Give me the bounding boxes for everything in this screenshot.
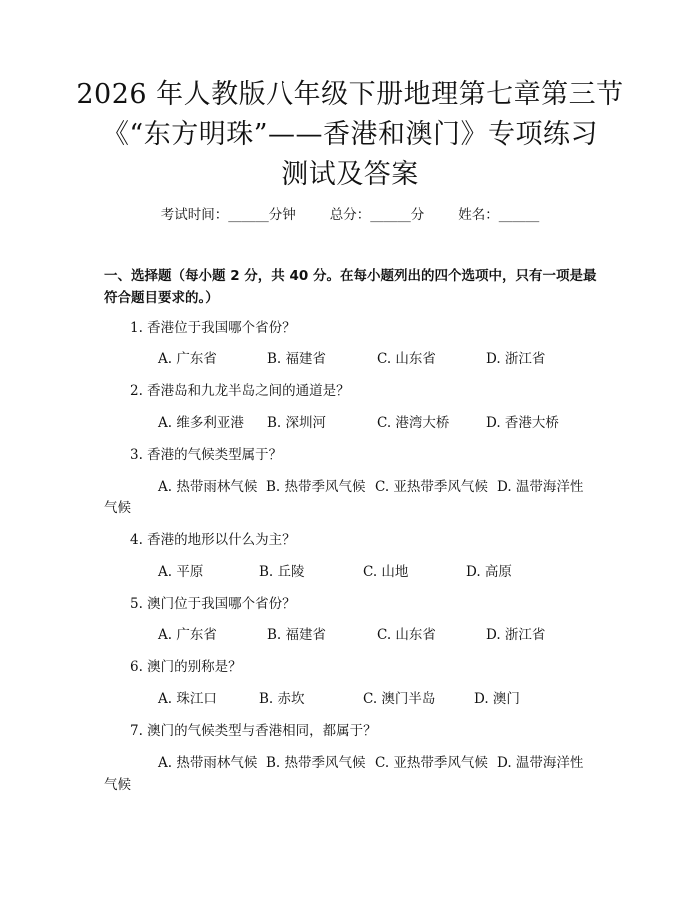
question-3-option-b: B. 热带季风气候: [266, 479, 366, 495]
question-7-option-d: D. 温带海洋性: [497, 755, 584, 771]
question-6-stem: 6. 澳门的别称是？: [130, 659, 242, 675]
question-3-stem: 3. 香港的气候类型属于？: [130, 447, 283, 463]
question-5-option-d: D. 浙江省: [486, 627, 546, 643]
question-2-option-c: C. 港湾大桥: [377, 415, 450, 431]
question-7-option-c: C. 亚热带季风气候: [375, 755, 488, 771]
question-7-option-d-wrap: 气候: [104, 777, 131, 793]
question-3-option-c: C. 亚热带季风气候: [375, 479, 488, 495]
question-4-option-a: A. 平原: [158, 564, 204, 580]
question-4-option-d: D. 高原: [466, 564, 512, 580]
question-6-option-b: B. 赤坎: [259, 691, 305, 707]
question-5-stem: 5. 澳门位于我国哪个省份？: [130, 596, 296, 612]
question-3-option-d: D. 温带海洋性: [497, 479, 584, 495]
question-5-option-a: A. 广东省: [158, 627, 217, 643]
question-6-option-a: A. 珠江口: [158, 691, 217, 707]
student-name-field: 姓名：______: [458, 207, 540, 223]
question-6-option-c: C. 澳门半岛: [363, 691, 436, 707]
document-title-line-3: 测试及答案: [281, 159, 419, 190]
question-7-option-a: A. 热带雨林气候: [158, 755, 258, 771]
question-1-option-d: D. 浙江省: [486, 351, 546, 367]
section-heading-line-1: 一、选择题（每小题 2 分，共 40 分。在每小题列出的四个选项中，只有一项是最: [104, 268, 597, 284]
question-4-stem: 4. 香港的地形以什么为主？: [130, 532, 296, 548]
question-1-option-c: C. 山东省: [377, 351, 436, 367]
question-2-stem: 2. 香港岛和九龙半岛之间的通道是？: [130, 383, 350, 399]
question-3-option-d-wrap: 气候: [104, 500, 131, 516]
question-1-option-b: B. 福建省: [267, 351, 327, 367]
question-7-option-b: B. 热带季风气候: [266, 755, 366, 771]
question-4-option-b: B. 丘陵: [259, 564, 305, 580]
question-7-stem: 7. 澳门的气候类型与香港相同，都属于？: [130, 723, 377, 739]
exam-meta-line: [0, 206, 700, 224]
question-1-option-a: A. 广东省: [158, 351, 217, 367]
section-heading-line-2: 符合题目要求的。）: [104, 290, 219, 306]
question-2-option-d: D. 香港大桥: [486, 415, 559, 431]
question-3-option-a: A. 热带雨林气候: [158, 479, 258, 495]
exam-time-field: 考试时间：______分钟: [160, 207, 296, 223]
question-5-option-b: B. 福建省: [267, 627, 327, 643]
question-1-stem: 1. 香港位于我国哪个省份？: [130, 320, 296, 336]
document-title-line-1: 2026 年人教版八年级下册地理第七章第三节: [76, 79, 624, 110]
question-2-option-b: B. 深圳河: [267, 415, 327, 431]
question-4-option-c: C. 山地: [363, 564, 409, 580]
total-score-field: 总分：______分: [329, 207, 425, 223]
question-6-option-d: D. 澳门: [474, 691, 520, 707]
question-5-option-c: C. 山东省: [377, 627, 436, 643]
question-2-option-a: A. 维多利亚港: [158, 415, 244, 431]
document-title-line-2: 《“东方明珠”——香港和澳门》专项练习: [101, 119, 599, 150]
